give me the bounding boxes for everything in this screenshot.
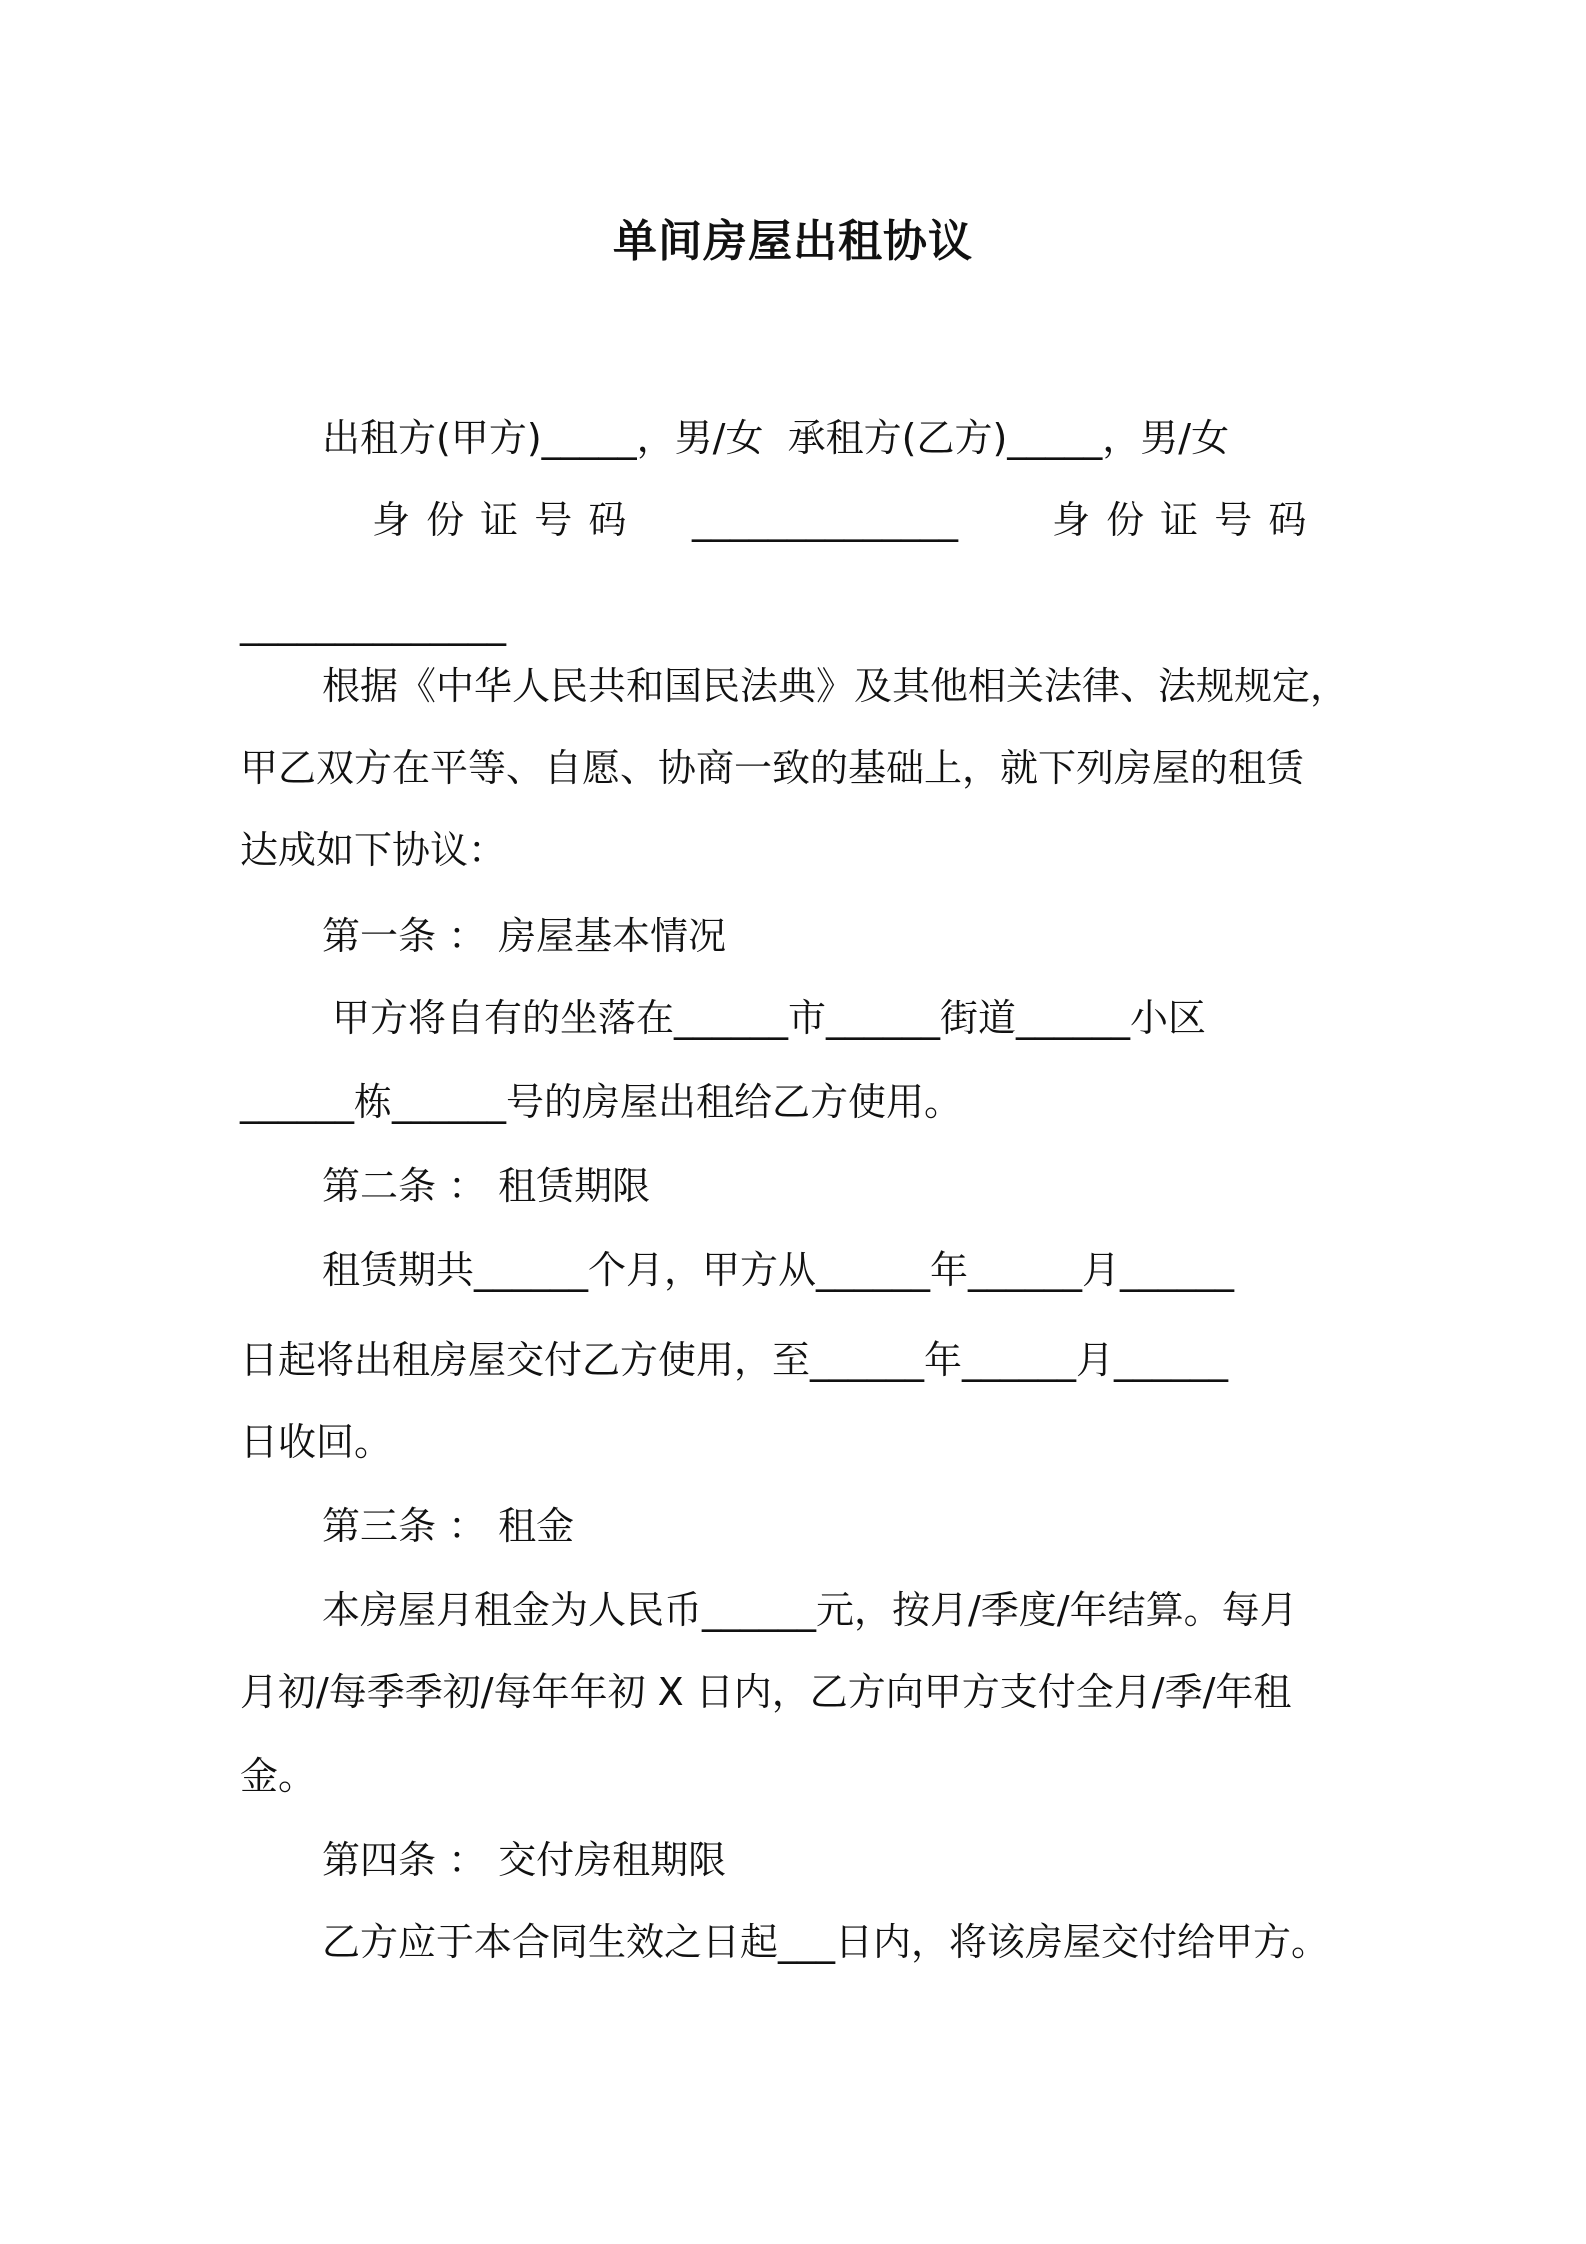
id-blank-lessee: ______________ bbox=[240, 602, 506, 646]
article-2-heading: 第二条 ： 租赁期限 bbox=[322, 1164, 651, 1208]
article-3-line-1: 本房屋月租金为人民币______元，按月/季度/年结算。每月 bbox=[322, 1588, 1298, 1632]
article-3-heading: 第三条 ： 租金 bbox=[322, 1504, 575, 1548]
article-2-line-2: 日起将出租房屋交付乙方使用，至______年______月______ bbox=[240, 1338, 1229, 1382]
intro-line-2: 甲乙双方在平等、自愿、协商一致的基础上，就下列房屋的租赁 bbox=[240, 746, 1305, 790]
parties-line: 出租方(甲方)_____，男/女 承租方(乙方)_____，男/女 bbox=[322, 416, 1230, 460]
id-label-lessee: 身 份 证 号 码 bbox=[1052, 498, 1309, 542]
article-4-heading: 第四条 ： 交付房租期限 bbox=[322, 1838, 727, 1882]
id-blank-lessor: ______________ bbox=[692, 498, 958, 542]
article-1-line-2: ______栋______号的房屋出租给乙方使用。 bbox=[240, 1080, 963, 1124]
article-2-line-1: 租赁期共______个月，甲方从______年______月______ bbox=[322, 1248, 1235, 1292]
article-1-line-1: 甲方将自有的坐落在______市______街道______小区 bbox=[332, 996, 1207, 1040]
article-2-line-3: 日收回。 bbox=[240, 1420, 393, 1464]
article-3-line-3: 金。 bbox=[240, 1754, 317, 1798]
article-3-line-2: 月初/每季季初/每年年初 X 日内，乙方向甲方支付全月/季/年租 bbox=[240, 1670, 1292, 1714]
intro-line-3: 达成如下协议： bbox=[240, 828, 507, 872]
document-title: 单间房屋出租协议 bbox=[613, 216, 973, 267]
article-4-line-1: 乙方应于本合同生效之日起___日内，将该房屋交付给甲方。 bbox=[322, 1920, 1330, 1964]
article-1-heading: 第一条 ： 房屋基本情况 bbox=[322, 914, 727, 958]
intro-line-1: 根据《中华人民共和国民法典》及其他相关法律、法规规定， bbox=[322, 664, 1349, 708]
id-label-lessor: 身 份 证 号 码 bbox=[372, 498, 629, 542]
